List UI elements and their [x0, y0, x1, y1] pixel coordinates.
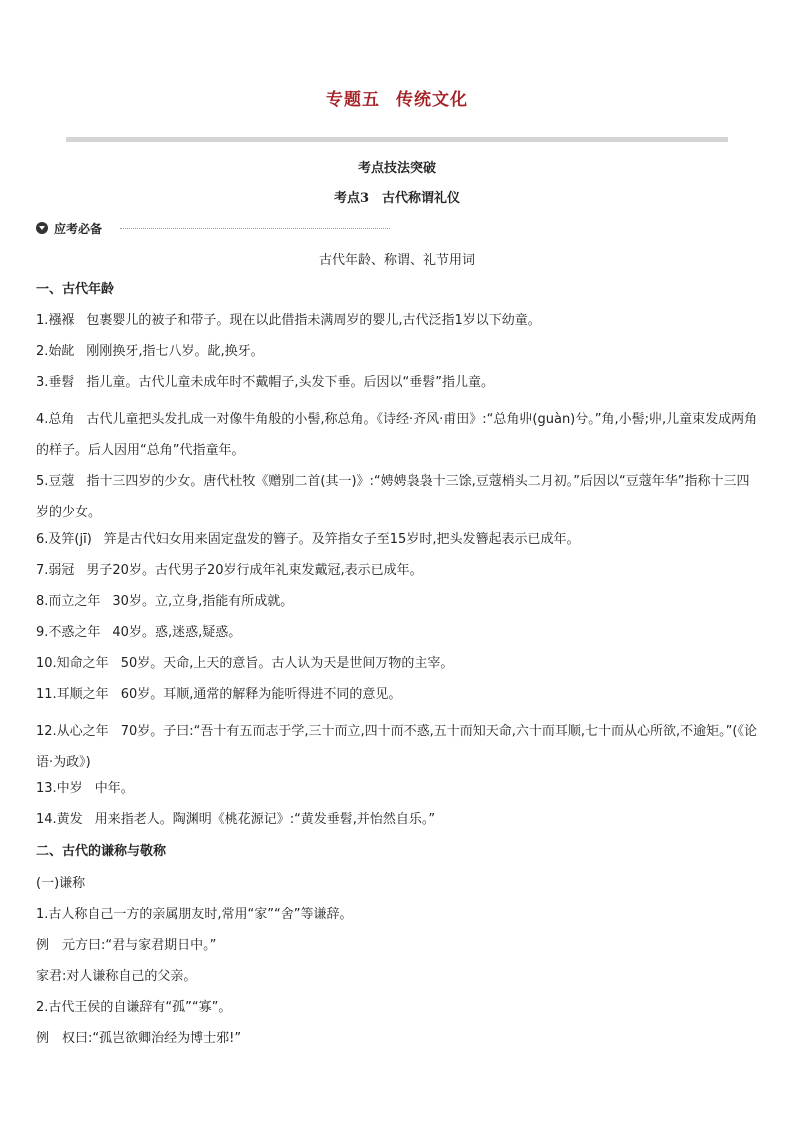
list-item: [36, 342, 760, 362]
list-item: [36, 373, 760, 393]
text-line: 例 元方曰:“君与家君期日中。”: [36, 938, 217, 953]
part2-heading: 二、古代的谦称与敬称: [36, 844, 167, 859]
list-item: [36, 311, 760, 331]
item-text: 50岁。天命,上天的意旨。古人认为天是世间万物的主宰。: [120, 656, 454, 671]
item-text: 70岁。子曰:“吾十有五而志于学,三十而立,四十而不惑,五十而知天命,六十而耳顺,七十而从心所欲,不逾矩。”(《论语·为政》): [36, 724, 757, 770]
item-term: 5.豆蔻: [36, 474, 75, 489]
item-text: 指儿童。古代儿童未成年时不戴帽子,头发下垂。后因以“垂髫”指儿童。: [86, 375, 495, 390]
triangle-down-icon: [36, 222, 48, 234]
list-item: [36, 654, 760, 674]
item-term: 12.从心之年: [36, 724, 109, 739]
item-term: 3.垂髫: [36, 375, 75, 390]
list-item: [36, 404, 760, 466]
title-part-2: 传统文化: [396, 90, 468, 110]
section-subheading: 考点技法突破: [357, 161, 436, 176]
exam-prep-tag: [36, 220, 356, 238]
exam-prep-label: 应考必备: [54, 222, 103, 236]
dotted-divider: [120, 228, 390, 229]
list-item: [36, 810, 760, 830]
item-text: 指十三四岁的少女。唐代杜牧《赠别二首(其一)》:“娉娉袅袅十三馀,豆蔻梢头二月初。”后因以“豆蔻年华”指称十三四岁的少女。: [36, 474, 750, 520]
list-item: [36, 466, 760, 528]
text-line: 家君:对人谦称自己的父亲。: [36, 969, 197, 984]
item-text: 包裹婴儿的被子和带子。现在以此借指未满周岁的婴儿,古代泛指1岁以下幼童。: [86, 313, 541, 328]
item-text: 古代儿童把头发扎成一对像牛角般的小髻,称总角。《诗经·齐风·甫田》:“总角丱(guàn)兮。”角,小髻;丱,儿童束发成两角的样子。后人因用“总角”代指童年。: [36, 412, 758, 458]
topic-subheading: 考点3 古代称谓礼仪: [333, 191, 461, 206]
item-term: 6.及笄(jī): [36, 532, 92, 547]
content-title: 古代年龄、称谓、礼节用词: [318, 253, 475, 268]
item-term: 10.知命之年: [36, 656, 109, 671]
item-term: 14.黄发: [36, 812, 83, 827]
text-line: 2.古代王侯的自谦辞有“孤”“寡”。: [36, 1000, 232, 1015]
item-term: 9.不惑之年: [36, 625, 101, 640]
item-term: 7.弱冠: [36, 563, 75, 578]
item-term: 11.耳顺之年: [36, 687, 109, 702]
text-line: 例 权曰:“孤岂欲卿治经为博士邪!”: [36, 1031, 242, 1046]
item-text: 笄是古代妇女用来固定盘发的簪子。及笄指女子至15岁时,把头发簪起表示已成年。: [103, 532, 580, 547]
part1-heading: 一、古代年龄: [36, 282, 115, 297]
item-text: 40岁。惑,迷惑,疑惑。: [112, 625, 242, 640]
item-text: 30岁。立,立身,指能有所成就。: [112, 594, 294, 609]
item-term: 1.襁褓: [36, 313, 75, 328]
item-text: 60岁。耳顺,通常的解释为能听得进不同的意见。: [120, 687, 402, 702]
list-item: [36, 779, 760, 799]
list-item: [36, 530, 760, 550]
list-item: [36, 592, 760, 612]
item-text: 刚刚换牙,指七八岁。龀,换牙。: [86, 344, 264, 359]
part2-subheading: (一)谦称: [36, 876, 86, 891]
list-item: [36, 623, 760, 643]
list-item: [36, 685, 760, 705]
item-term: 2.始龀: [36, 344, 75, 359]
title-divider: [66, 137, 728, 142]
list-item: [36, 716, 760, 778]
item-text: 中年。: [94, 781, 134, 796]
item-term: 4.总角: [36, 412, 75, 427]
item-text: 男子20岁。古代男子20岁行成年礼束发戴冠,表示已成年。: [86, 563, 423, 578]
list-item: [36, 561, 760, 581]
item-term: 13.中岁: [36, 781, 83, 796]
title-part-1: 专题五: [326, 90, 380, 110]
page-title: [0, 85, 794, 110]
item-term: 8.而立之年: [36, 594, 101, 609]
item-text: 用来指老人。陶渊明《桃花源记》:“黄发垂髫,并怡然自乐。”: [94, 812, 436, 827]
text-line: 1.古人称自己一方的亲属朋友时,常用“家”“舍”等谦辞。: [36, 907, 353, 922]
